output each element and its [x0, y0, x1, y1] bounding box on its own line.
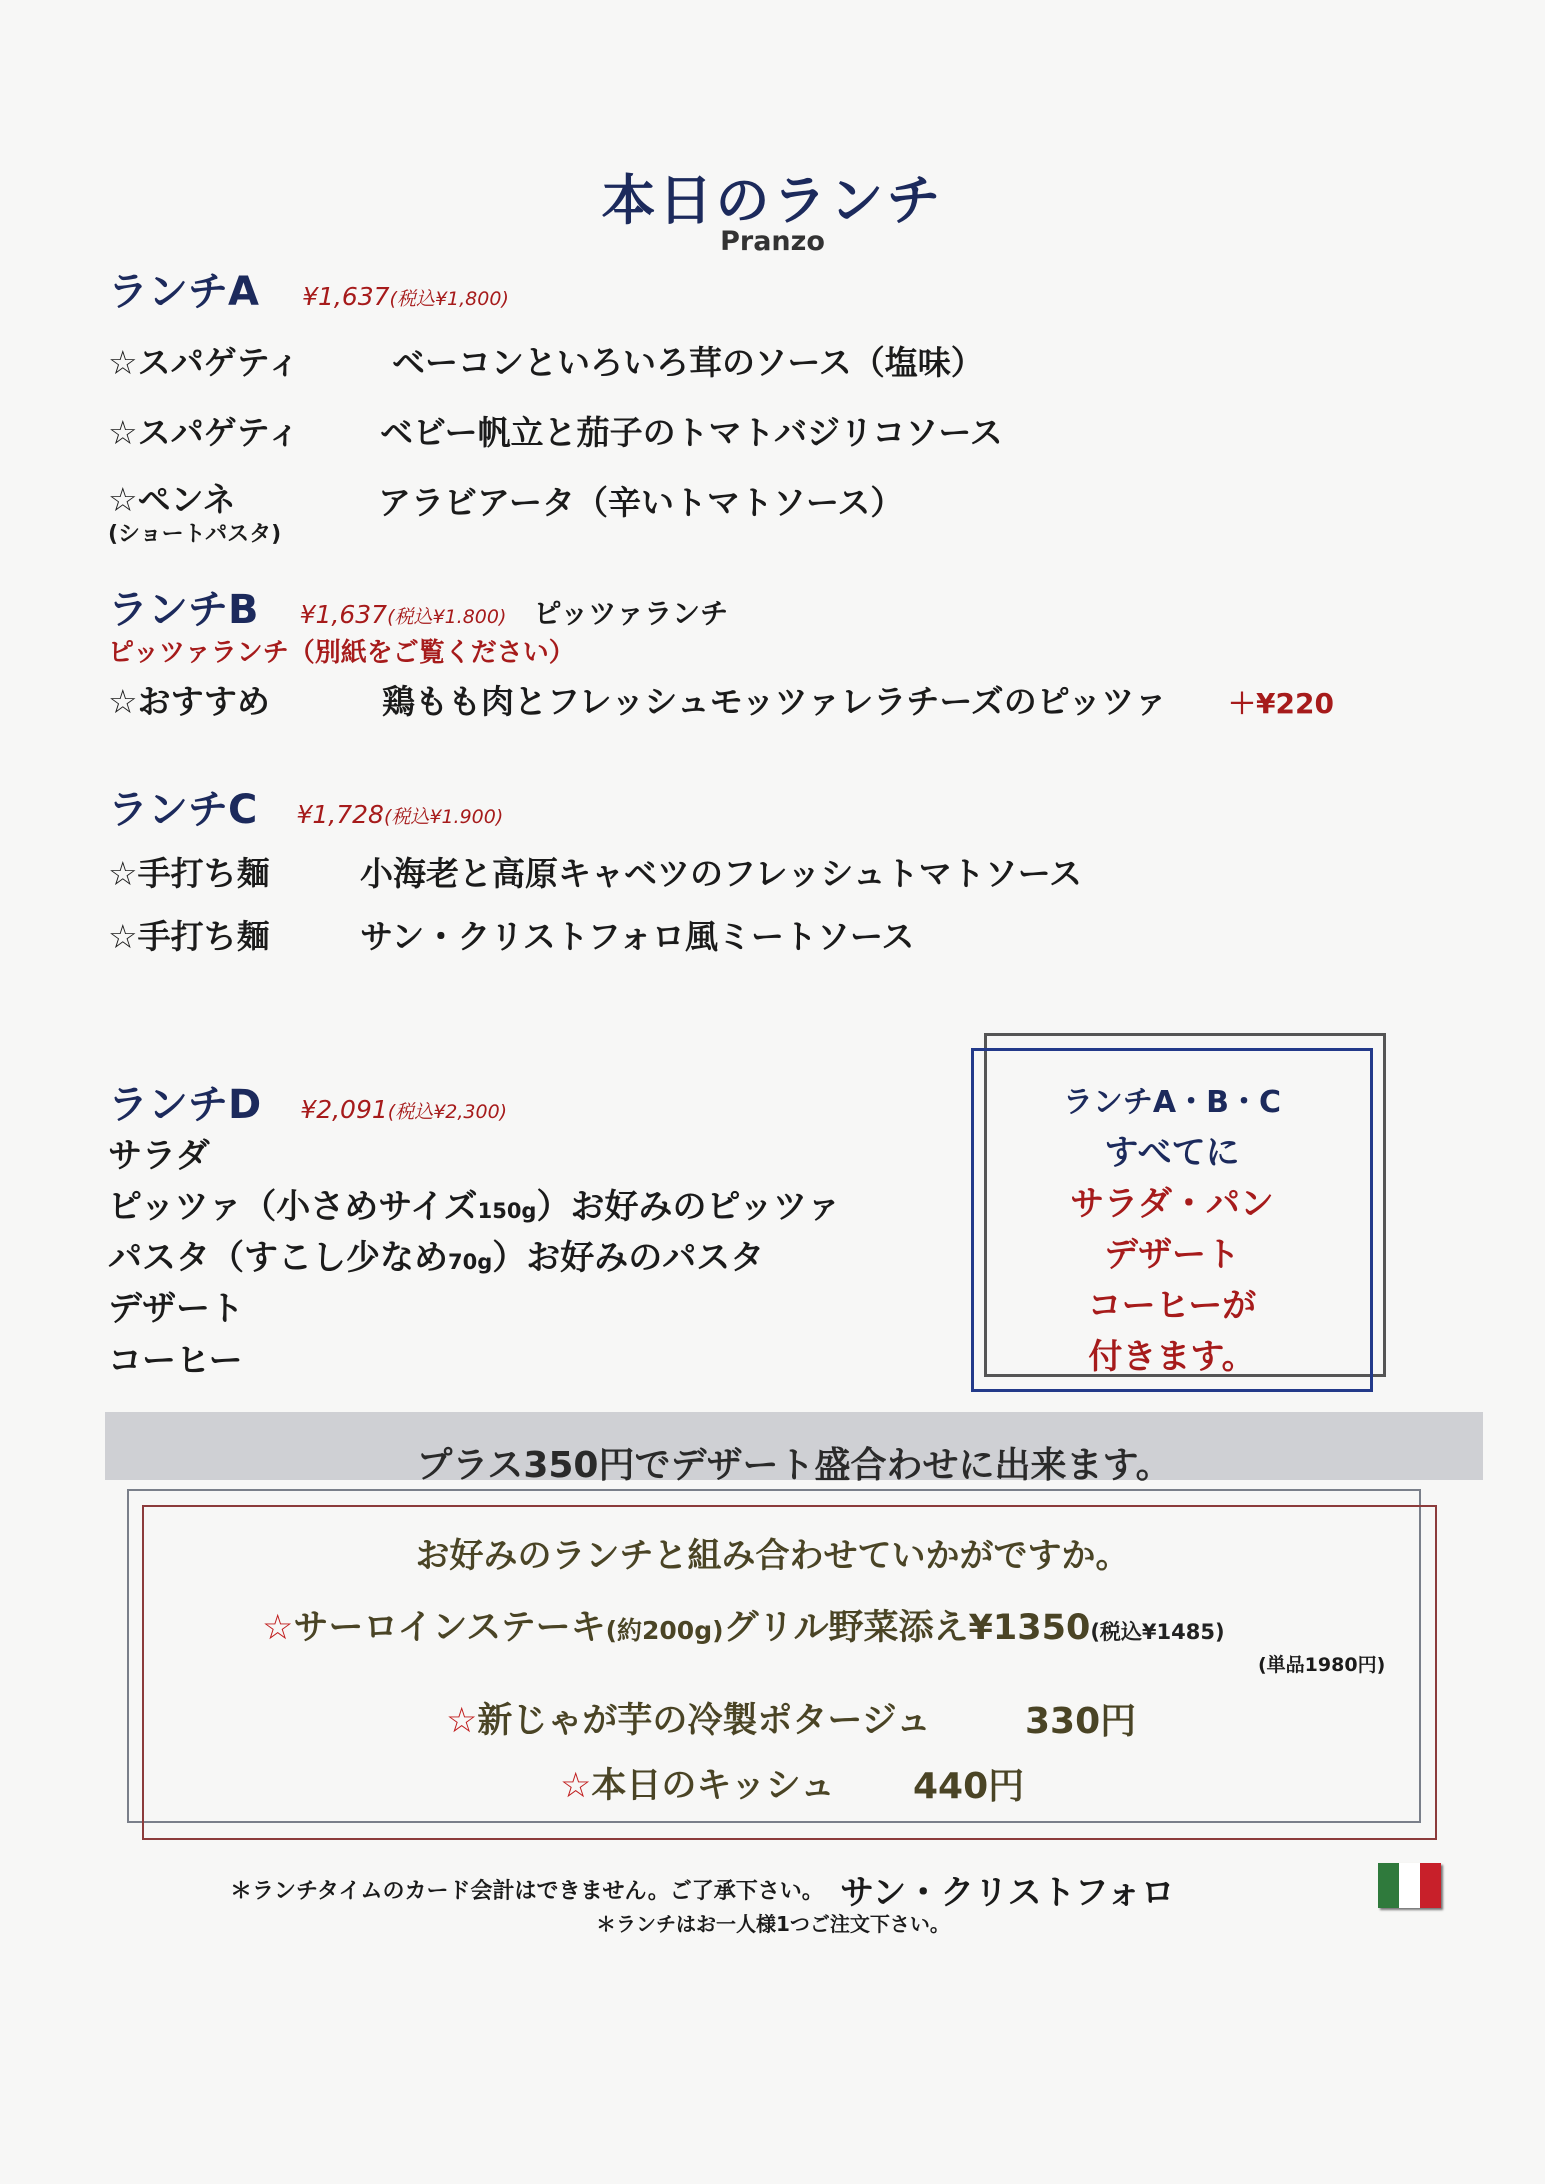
lunch-d-coffee: コーヒー	[108, 1341, 243, 1381]
lunch-b-note: ピッツァランチ（別紙をご覧ください）	[108, 638, 575, 668]
lunch-b-price: ¥1,637(税込¥1.800)	[299, 600, 507, 629]
lunch-c-name: ランチ	[108, 787, 228, 833]
lunch-d-name: ランチ	[108, 1082, 228, 1128]
included-box-line-2: すべてに	[1104, 1133, 1240, 1173]
lunch-a-letter: A	[228, 269, 259, 315]
included-box-line-4: デザート	[1104, 1235, 1240, 1275]
included-box-line-3: サラダ・パン	[1070, 1184, 1274, 1224]
extras-steak-line: ☆サーロインステーキ(約200g)グリル野菜添え¥1350(税込¥1485)	[262, 1608, 1225, 1648]
extras-soup-line: ☆新じゃが芋の冷製ポタージュ	[446, 1701, 931, 1741]
footer-card-note: ＊ランチタイムのカード会計はできません。ご了承下さい。	[230, 1879, 824, 1904]
included-box-line-5: コーヒーが	[1087, 1286, 1257, 1326]
lunch-a-item-1-dish: ベーコンといろいろ茸のソース（塩味）	[392, 343, 984, 382]
star-icon: ☆	[560, 1766, 592, 1806]
lunch-d-dessert: デザート	[108, 1289, 244, 1329]
lunch-a-name: ランチ	[108, 269, 228, 315]
lunch-c-price: ¥1,728(税込¥1.900)	[296, 800, 504, 829]
lunch-a-item-3-note: (ショートパスタ)	[108, 522, 282, 547]
lunch-b-item-1-category: ☆おすすめ	[108, 682, 270, 721]
lunch-a-item-2-category: ☆スパゲティ	[108, 413, 300, 452]
lunch-b-item-1-extra: ＋¥220	[1228, 687, 1334, 720]
lunch-a-item-3-dish: アラビアータ（辛いトマトソース）	[378, 483, 904, 522]
lunch-b-name: ランチ	[108, 587, 228, 633]
page-subtitle: Pranzo	[720, 226, 825, 257]
lunch-c-item-1-category: ☆手打ち麺	[108, 854, 270, 893]
extras-steak-single: (単品1980円)	[1258, 1654, 1386, 1676]
included-box	[971, 1048, 1373, 1392]
dessert-banner-text: プラス350円でデザート盛合わせに出来ます。	[416, 1445, 1172, 1486]
lunch-a-item-1-category: ☆スパゲティ	[108, 343, 300, 382]
lunch-b-item-1-dish: 鶏もも肉とフレッシュモッツァレラチーズのピッツァ	[382, 682, 1168, 721]
extras-soup-price: 330円	[1025, 1701, 1137, 1742]
lunch-b-label: ピッツァランチ	[533, 597, 729, 630]
lunch-c-item-2-category: ☆手打ち麺	[108, 917, 270, 956]
lunch-a-item-3-category: ☆ペンネ	[108, 480, 236, 519]
lunch-d-salad: サラダ	[108, 1136, 210, 1176]
lunch-a-heading	[108, 260, 509, 317]
extras-quiche-line: ☆本日のキッシュ	[560, 1766, 835, 1806]
flag-stripe-green	[1378, 1863, 1399, 1908]
lunch-d-pasta: パスタ（すこし少なめ70g）お好みのパスタ	[108, 1238, 765, 1278]
lunch-b-heading	[108, 578, 728, 635]
lunch-d-pizza: ピッツァ（小さめサイズ150g）お好みのピッツァ	[108, 1187, 841, 1227]
extras-heading: お好みのランチと組み合わせていかがですか。	[415, 1536, 1130, 1576]
lunch-b-letter: B	[228, 587, 259, 633]
footer-order-note: ＊ランチはお一人様1つご注文下さい。	[596, 1912, 950, 1936]
star-icon: ☆	[262, 1608, 294, 1648]
lunch-d-heading	[108, 1073, 507, 1130]
lunch-d-letter: D	[228, 1082, 262, 1128]
lunch-c-heading	[108, 778, 503, 835]
lunch-c-item-1-dish: 小海老と高原キャベツのフレッシュトマトソース	[360, 854, 1083, 893]
restaurant-name: サン・クリストフォロ	[840, 1873, 1175, 1913]
lunch-d-price: ¥2,091(税込¥2,300)	[300, 1095, 508, 1124]
included-box-line-6: 付きます。	[1088, 1337, 1256, 1377]
extras-quiche-price: 440円	[913, 1766, 1025, 1807]
lunch-a-item-2-dish: ベビー帆立と茄子のトマトバジリコソース	[380, 413, 1003, 452]
italian-flag-icon	[1378, 1863, 1441, 1908]
lunch-c-item-2-dish: サン・クリストフォロ風ミートソース	[360, 917, 915, 956]
flag-stripe-red	[1420, 1863, 1441, 1908]
flag-stripe-white	[1399, 1863, 1420, 1908]
page-title: 本日のランチ	[601, 169, 944, 232]
lunch-c-letter: C	[228, 787, 258, 833]
lunch-a-price: ¥1,637(税込¥1,800)	[302, 282, 509, 311]
star-icon: ☆	[446, 1701, 478, 1741]
included-box-line-1: ランチA・B・C	[1062, 1085, 1282, 1120]
